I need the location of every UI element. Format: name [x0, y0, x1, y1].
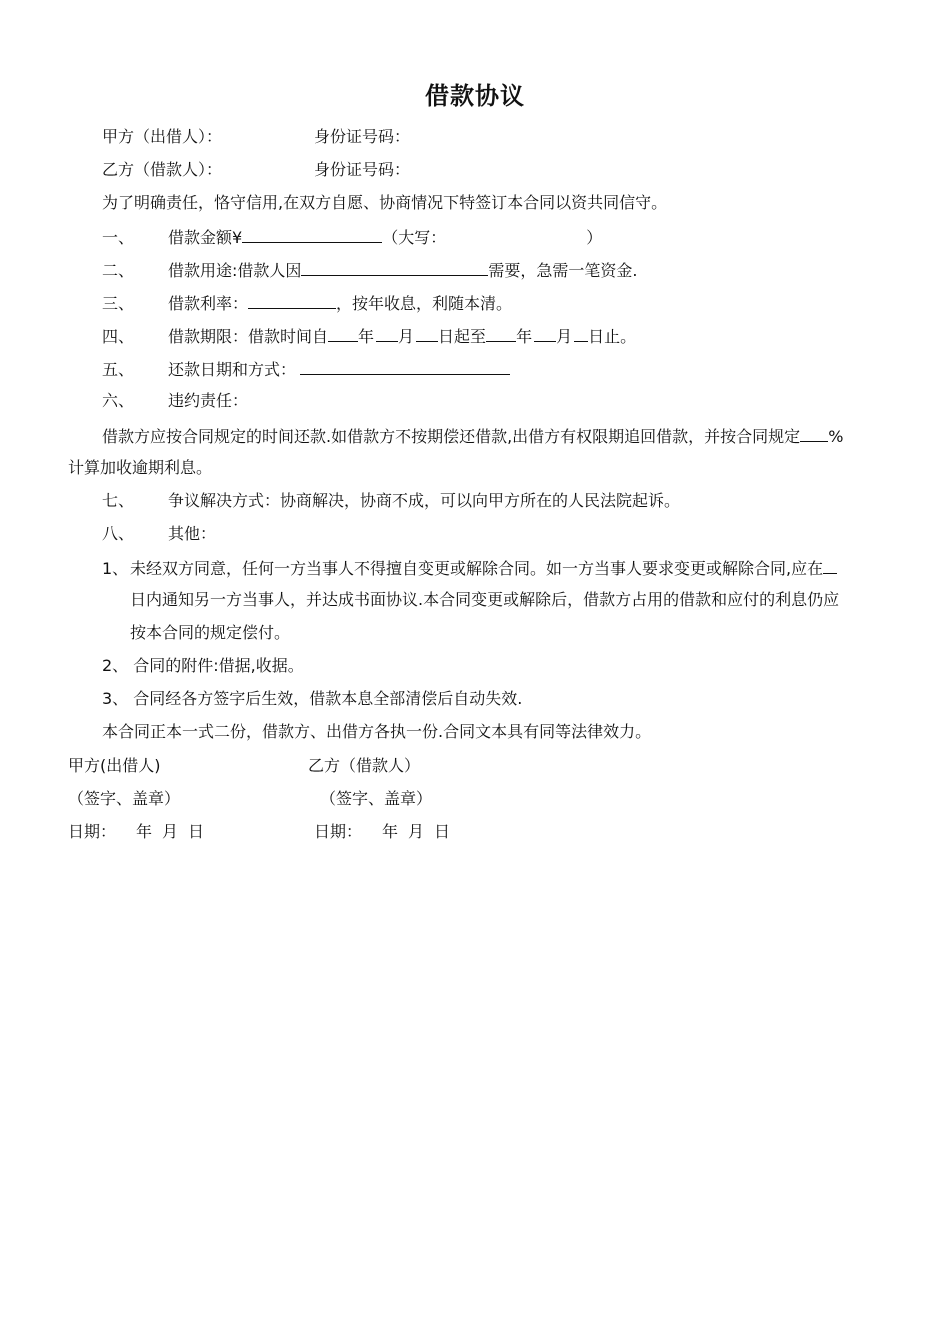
- clause-number: 八、: [102, 524, 135, 543]
- date-day: 日: [188, 822, 205, 841]
- signature-date-b: [314, 821, 450, 843]
- signature-seal-a: （签字、盖章）: [68, 789, 181, 808]
- item-number: 1、: [102, 559, 129, 578]
- clause-number: 一、: [102, 228, 135, 247]
- clause-number: 三、: [102, 294, 135, 313]
- clause-text: ，按年收息，利随本清。: [336, 294, 513, 313]
- clause-text: 其他：: [168, 524, 217, 543]
- other-item-1-line2: 日内通知另一方当事人，并达成书面协议.本合同变更或解除后，借款方占用的借款和应付的利息仍应: [130, 590, 840, 609]
- clause-number: 六、: [102, 391, 135, 410]
- clause-text: 还款日期和方式：: [168, 360, 297, 379]
- clause-7: [102, 490, 680, 512]
- clause-text: 借款金额¥: [168, 228, 243, 247]
- clause-text: 月: [398, 327, 415, 346]
- clause-number: 四、: [102, 327, 135, 346]
- clause-text: 月: [556, 327, 573, 346]
- clause-text: %: [828, 427, 844, 446]
- clause-5: [102, 357, 510, 381]
- closing-paragraph: 本合同正本一式二份，借款方、出借方各执一份.合同文本具有同等法律效力。: [102, 722, 652, 741]
- signature-party-b: 乙方（借款人）: [308, 756, 421, 775]
- party-b-id-label: 身份证号码：: [314, 160, 411, 179]
- date-year: 年: [382, 822, 399, 841]
- intro-paragraph: 为了明确责任，恪守信用,在双方自愿、协商情况下特签订本合同以资共同信守。: [102, 193, 668, 212]
- blank-start-month: [376, 324, 398, 342]
- clause-text: 年: [516, 327, 533, 346]
- clause-text: 借款用途:借款人因: [168, 261, 302, 280]
- item-text: 未经双方同意，任何一方当事人不得擅自变更或解除合同。如一方当事人要求变更或解除合同,应在: [130, 559, 824, 578]
- blank-end-day: [574, 324, 588, 342]
- blank-end-year: [486, 324, 516, 342]
- clause-text: 日止。: [588, 327, 637, 346]
- date-year: 年: [136, 822, 153, 841]
- party-b-label: 乙方（借款人）：: [102, 160, 223, 179]
- clause-number: 五、: [102, 360, 135, 379]
- blank-percent: [800, 424, 828, 442]
- clause-text: 日起至: [438, 327, 487, 346]
- clause-text: ）: [586, 228, 603, 247]
- clause-8: [102, 523, 216, 545]
- signature-seal-b: （签字、盖章）: [320, 789, 433, 808]
- clause-6: [102, 390, 248, 412]
- clause-text: 借款利率：: [168, 294, 249, 313]
- other-item-3: 3、 合同经各方签字后生效，借款本息全部清偿后自动失效.: [102, 689, 523, 708]
- party-a-label: 甲方（出借人）：: [102, 127, 223, 146]
- blank-end-month: [534, 324, 556, 342]
- clause-text: 争议解决方式：协商解决，协商不成，可以向甲方所在的人民法院起诉。: [168, 491, 681, 510]
- blank-repayment: [300, 357, 510, 375]
- date-day: 日: [434, 822, 451, 841]
- clause-6-body-line2: 计算加收逾期利息。: [68, 458, 213, 477]
- clause-text: 借款方应按合同规定的时间还款.如借款方不按期偿还借款,出借方有权限期追回借款，并按合同规定: [102, 427, 801, 446]
- date-month: 月: [408, 822, 425, 841]
- clause-number: 七、: [102, 491, 135, 510]
- blank-days: [823, 556, 837, 574]
- date-month: 月: [162, 822, 179, 841]
- other-item-1-line1: [102, 556, 837, 580]
- clause-text: 需要，急需一笔资金.: [488, 261, 638, 280]
- clause-1: [102, 225, 602, 249]
- other-item-1-line3: 按本合同的规定偿付。: [130, 623, 291, 642]
- date-label: 日期：: [68, 822, 117, 841]
- date-label: 日期：: [314, 822, 363, 841]
- clause-4: [102, 324, 636, 348]
- clause-text: 年: [358, 327, 375, 346]
- signature-party-a: 甲方(出借人): [68, 756, 161, 775]
- blank-amount: [242, 225, 382, 243]
- clause-3: [102, 291, 512, 315]
- clause-6-body-line1: [102, 424, 843, 448]
- clause-text: 违约责任：: [168, 391, 249, 410]
- blank-start-day: [416, 324, 438, 342]
- party-a-id-label: 身份证号码：: [314, 127, 411, 146]
- document-title: 借款协议: [425, 82, 525, 110]
- clause-number: 二、: [102, 261, 135, 280]
- clause-2: [102, 258, 638, 282]
- blank-start-year: [328, 324, 358, 342]
- blank-purpose: [301, 258, 488, 276]
- signature-date-a: [68, 821, 204, 843]
- clause-text: （大写：: [382, 228, 447, 247]
- clause-text: 借款期限：借款时间自: [168, 327, 329, 346]
- blank-rate: [248, 291, 336, 309]
- other-item-2: 2、 合同的附件:借据,收据。: [102, 656, 304, 675]
